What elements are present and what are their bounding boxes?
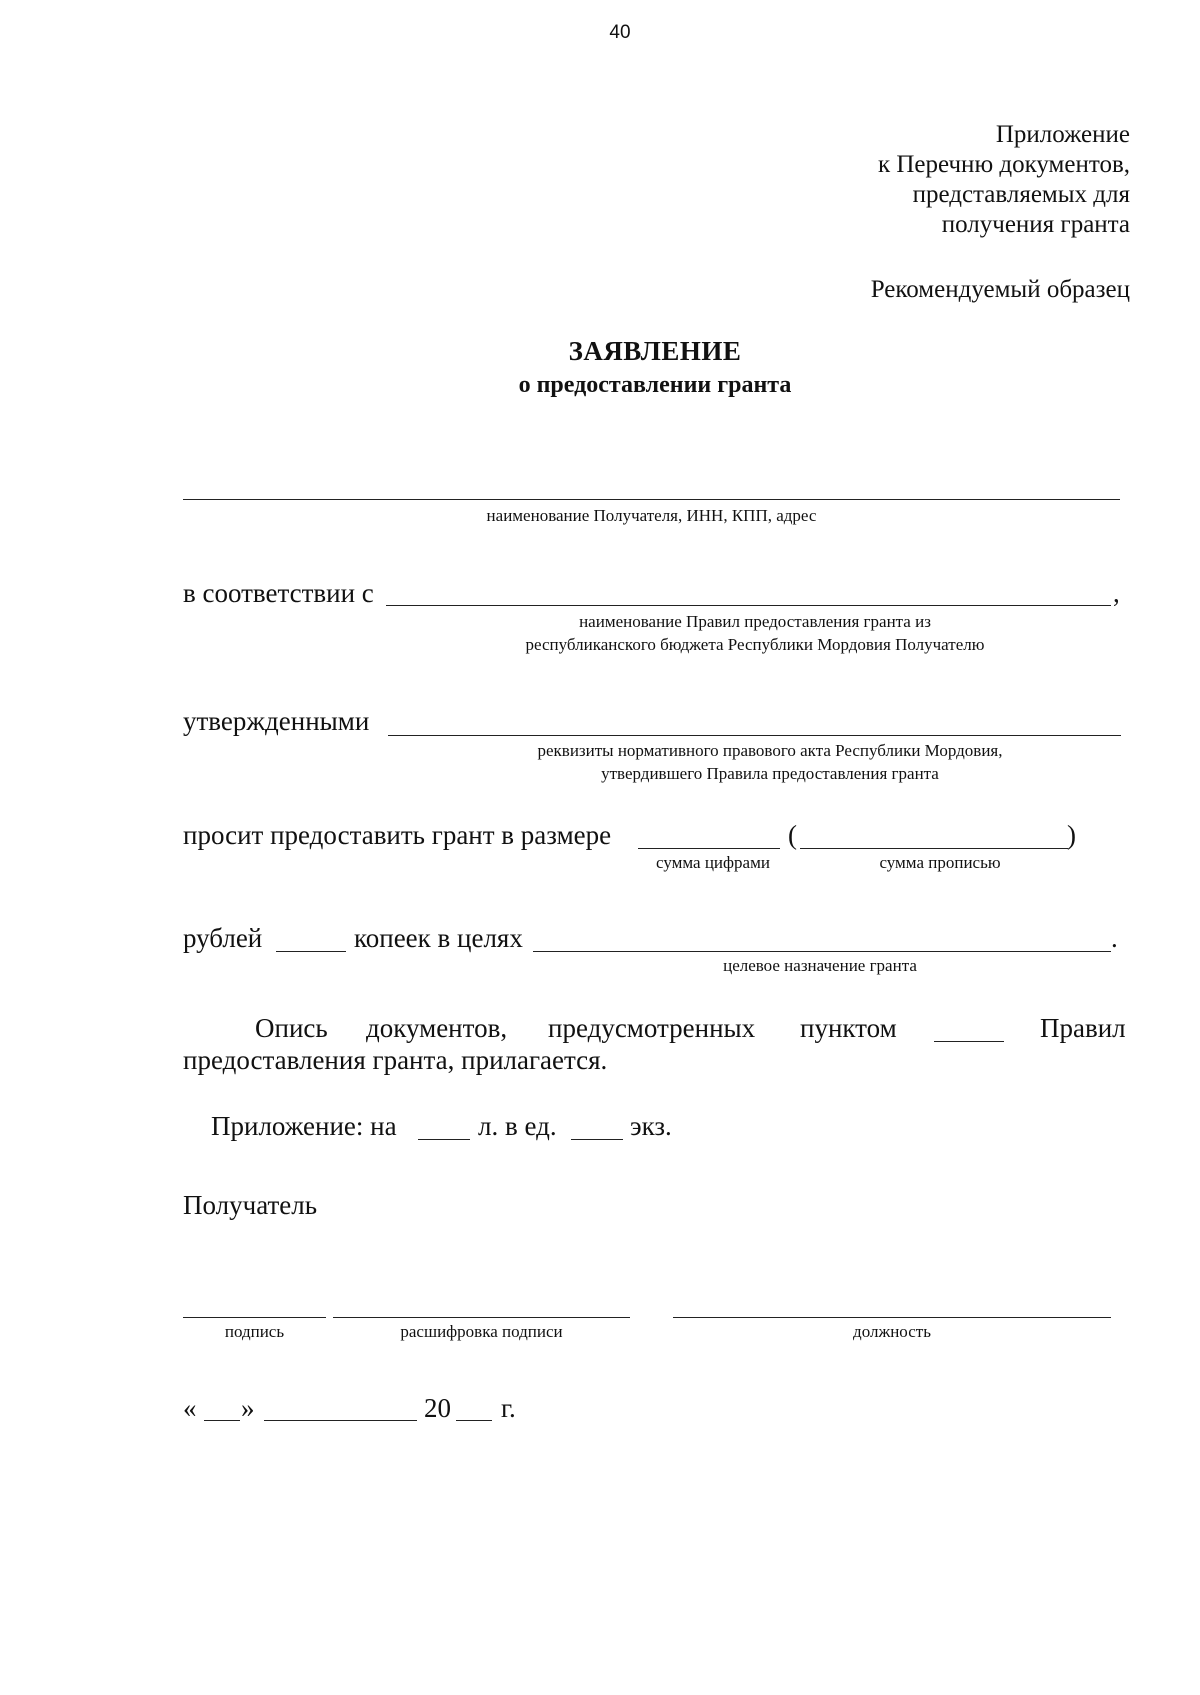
recipient-name-field[interactable] [183, 499, 1120, 500]
legal-act-field[interactable] [388, 735, 1121, 736]
position-caption: должность [853, 1322, 931, 1341]
position-field[interactable] [673, 1317, 1111, 1318]
copies-count-field[interactable] [571, 1139, 623, 1140]
date-year-prefix: 20 [424, 1393, 451, 1423]
attachment-mid: л. в ед. [478, 1111, 557, 1141]
clause-number-field[interactable] [934, 1041, 1004, 1042]
kopecks-label: копеек в целях [354, 923, 523, 953]
date-month-field[interactable] [264, 1420, 417, 1421]
grant-amount-label: просит предоставить грант в размере [183, 820, 612, 850]
amount-words-caption: сумма прописью [879, 853, 1001, 872]
inventory-word: Опись [255, 1013, 328, 1043]
attachment-end: экз. [630, 1111, 672, 1141]
date-year-field[interactable] [456, 1420, 492, 1421]
recipient-label: Получатель [183, 1190, 318, 1220]
signature-decode-field[interactable] [333, 1317, 630, 1318]
legal-act-caption-line1: реквизиты нормативного правового акта Республики Мордовия, [537, 741, 1003, 760]
appendix-line: представляемых для [912, 181, 1130, 208]
amount-digits-caption: сумма цифрами [656, 853, 770, 872]
recipient-name-caption: наименование Получателя, ИНН, КПП, адрес [486, 506, 817, 525]
appendix-line: Приложение [995, 121, 1130, 148]
amount-digits-field[interactable] [638, 848, 780, 849]
rules-name-caption-line2: республиканского бюджета Республики Мордовия Получателю [525, 635, 985, 654]
rules-name-caption-line1: наименование Правил предоставления гранта из [579, 612, 931, 631]
appendix-header [878, 120, 1130, 240]
accordance-label: в соответствии с [183, 578, 374, 608]
date-open-quote: « [183, 1393, 197, 1423]
approved-label: утвержденными [183, 706, 370, 736]
accordance-comma: , [1113, 578, 1120, 608]
legal-act-caption-line2: утвердившего Правила предоставления гранта [601, 764, 939, 783]
kopecks-field[interactable] [276, 951, 346, 952]
document-title: ЗАЯВЛЕНИЕ [568, 336, 742, 366]
date-close-quote: » [241, 1393, 255, 1423]
recommended-sample-label: Рекомендуемый образец [870, 276, 1130, 303]
appendix-line: получения гранта [941, 211, 1130, 238]
grant-purpose-field[interactable] [533, 951, 1111, 952]
date-day-field[interactable] [204, 1420, 240, 1421]
document-subtitle: о предоставлении гранта [518, 372, 792, 398]
grant-purpose-caption: целевое назначение гранта [723, 956, 917, 975]
date-year-suffix: г. [501, 1393, 516, 1423]
appendix-line: к Перечню документов, [877, 151, 1130, 178]
inventory-line2: предоставления гранта, прилагается. [183, 1045, 608, 1075]
purpose-period: . [1111, 923, 1118, 953]
amount-close-paren: ) [1067, 820, 1076, 850]
page-number: 40 [609, 22, 631, 43]
inventory-word: пунктом [800, 1013, 897, 1043]
inventory-word: документов, [366, 1013, 508, 1043]
rules-name-field[interactable] [386, 605, 1111, 606]
sheets-count-field[interactable] [418, 1139, 470, 1140]
attachment-label: Приложение: на [211, 1111, 397, 1141]
amount-words-field[interactable] [800, 848, 1068, 849]
inventory-word: Правил [1040, 1013, 1126, 1043]
amount-open-paren: ( [788, 820, 797, 850]
signature-caption: подпись [224, 1322, 285, 1341]
rubles-label: рублей [183, 923, 263, 953]
signature-field[interactable] [183, 1317, 326, 1318]
inventory-word: предусмотренных [548, 1013, 756, 1043]
signature-decode-caption: расшифровка подписи [400, 1322, 563, 1341]
